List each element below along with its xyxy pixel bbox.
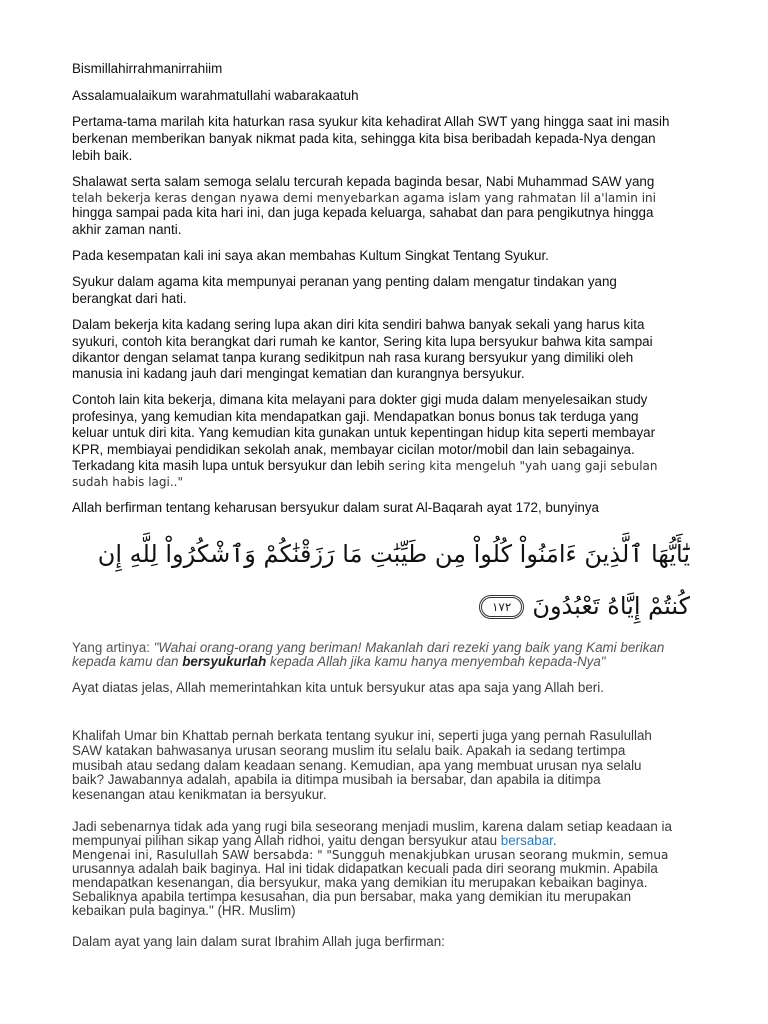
- line-text: mempunyai pilihan sikap yang Allah ridhoi, yaitu dengan bersyukur atau: [72, 833, 501, 848]
- paragraph-line: Shalawat serta salam semoga selalu tercurah kepada baginda besar, Nabi Muhammad SAW yang: [72, 174, 655, 189]
- paragraph-line: mendapatkan kesenangan, dia bersyukur, maka yang demikian itu merupakan kebaikan baginya.: [72, 875, 648, 890]
- hadith-intro: Mengenai ini, Rasulullah SAW bersabda: " "Sungguh menakjubkan urusan seorang mukmin, semua: [72, 848, 669, 862]
- paragraph-line: musibah atau sedang dalam keadaan senang. Kemudian, apa yang membuat urusan nya selalu: [72, 758, 642, 773]
- quoted-complaint: sering kita mengeluh "yah uang gaji sebulan: [388, 459, 658, 473]
- ayat-conclusion: Ayat diatas jelas, Allah memerintahkan kita untuk bersyukur atas apa saja yang Allah beri.: [72, 680, 604, 695]
- paragraph-line: Syukur dalam agama kita mempunyai peranan yang penting dalam mengatur tindakan yang: [72, 274, 617, 289]
- paragraph-line: SAW katakan bahwasanya urusan seorang muslim itu selalu baik. Apakah ia sedang tertimpa: [72, 743, 626, 758]
- salam-line: Assalamualaikum warahmatullahi wabarakaatuh: [72, 88, 359, 103]
- bersabar-link[interactable]: bersabar: [500, 833, 553, 848]
- paragraph-line: keluar untuk diri kita. Yang kemudian kita gunakan untuk kepentingan hidup kita seperti membayar: [72, 425, 656, 440]
- paragraph-line: profesinya, yang kemudian kita mendapatkan gaji. Mendapatkan bonus bonus tak terduga yang: [72, 409, 639, 424]
- verse-number-ornament: ١٧٢: [479, 595, 524, 619]
- paragraph-line: lebih baik.: [72, 148, 133, 163]
- paragraph-line: hingga sampai pada kita hari ini, dan juga kepada keluarga, sahabat dan para pengikutnya hingga: [72, 205, 654, 220]
- arabic-text: كُنتُمْ إِيَّاهُ تَعْبُدُونَ: [532, 592, 690, 620]
- paragraph-line: Pertama-tama marilah kita haturkan rasa syukur kita kehadirat Allah SWT yang hingga saat ini masih: [72, 114, 670, 129]
- paragraph-topic: Pada kesempatan kali ini saya akan membahas Kultum Singkat Tentang Syukur.: [72, 248, 549, 263]
- paragraph-line: kesenangan atau kenikmatan ia bersyukur.: [72, 787, 327, 802]
- arabic-line: يَٰٓأَيُّهَا ٱلَّذِينَ ءَامَنُواْ كُلُواْ مِن طَيِّبَٰتِ مَا رَزَقْنَٰكُمْ وَٱشْكُرُواْ لِلَّهِ إِن: [97, 540, 690, 568]
- paragraph-line: Khalifah Umar bin Khattab pernah berkata tentang syukur ini, seperti juga yang pernah Rasulullah: [72, 728, 652, 743]
- paragraph-line: berangkat dari hati.: [72, 291, 187, 306]
- translation-label: Yang artinya:: [72, 640, 154, 655]
- emphasis-bold: bersyukurlah: [182, 654, 267, 669]
- paragraph-line: syukuri, contoh kita berangkat dari rumah ke kantor, Sering kita lupa bersyukur bahwa kita sampai: [72, 334, 653, 349]
- quote-text: kepada Allah jika kamu hanya menyembah kepada-Nya": [266, 654, 606, 669]
- paragraph-line: akhir zaman nanti.: [72, 222, 182, 237]
- basmalah-line: Bismillahirrahmanirrahiim: [72, 61, 223, 76]
- paragraph-line: telah bekerja keras dengan nyawa demi menyebarkan agama islam yang rahmatan lil a'lamin ini: [72, 191, 656, 205]
- translation-quote: "Wahai orang-orang yang beriman! Makanlah dari rezeki yang baik yang Kami berikan: [153, 640, 665, 655]
- paragraph-line: baik? Jawabannya adalah, apabila ia ditimpa musibah ia bersabar, dan apabila ia ditimpa: [72, 772, 601, 787]
- paragraph-line: Sebaliknya apabila tertimpa kesusahan, dia pun bersabar, maka yang demikian itu merupakan: [72, 889, 632, 904]
- paragraph-line: Contoh lain kita bekerja, dimana kita melayani para dokter gigi muda dalam menyelesaikan study: [72, 392, 648, 407]
- paragraph-line: manusia ini kadang jauh dari mengingat kematian dan kurangnya bersyukur.: [72, 366, 525, 381]
- paragraph-line: Jadi sebenarnya tidak ada yang rugi bila seseorang menjadi muslim, karena dalam setiap keadaan ia: [72, 819, 672, 834]
- paragraph-line: urusannya adalah baik baginya. Hal ini tidak didapatkan kecuali pada diri seorang mukmin. Apabila: [72, 861, 658, 876]
- paragraph-line: Dalam bekerja kita kadang sering lupa akan diri kita sendiri bahwa banyak sekali yang harus kita: [72, 317, 645, 332]
- paragraph-line: berkenan memberikan banyak nikmat pada kita, sehingga kita bisa beribadah kepada-Nya dengan: [72, 131, 656, 146]
- paragraph-line: kebaikan pula baginya." (HR. Muslim): [72, 903, 296, 918]
- line-text: Terkadang kita masih lupa untuk bersyukur dan lebih: [72, 458, 389, 473]
- arabic-line: [72, 586, 690, 626]
- paragraph-line: dikantor dengan selamat tanpa kurang sedikitpun nah rasa kurang bersyukur yang dimiliki oleh: [72, 350, 634, 365]
- ibrahim-intro: Dalam ayat yang lain dalam surat Ibrahim Allah juga berfirman:: [72, 934, 445, 949]
- paragraph-line: [72, 458, 658, 474]
- paragraph-line: KPR, membiayai pendidikan sekolah anak, membayar cicilan motor/mobil dan lain sebagainya.: [72, 442, 635, 457]
- paragraph-line: sudah habis lagi..": [72, 475, 184, 489]
- translation-quote: [72, 654, 606, 670]
- ayat-intro: Allah berfirman tentang keharusan bersyukur dalam surat Al-Baqarah ayat 172, bunyinya: [72, 500, 600, 515]
- quote-text: kepada kamu dan: [72, 654, 183, 669]
- line-text: .: [552, 833, 557, 848]
